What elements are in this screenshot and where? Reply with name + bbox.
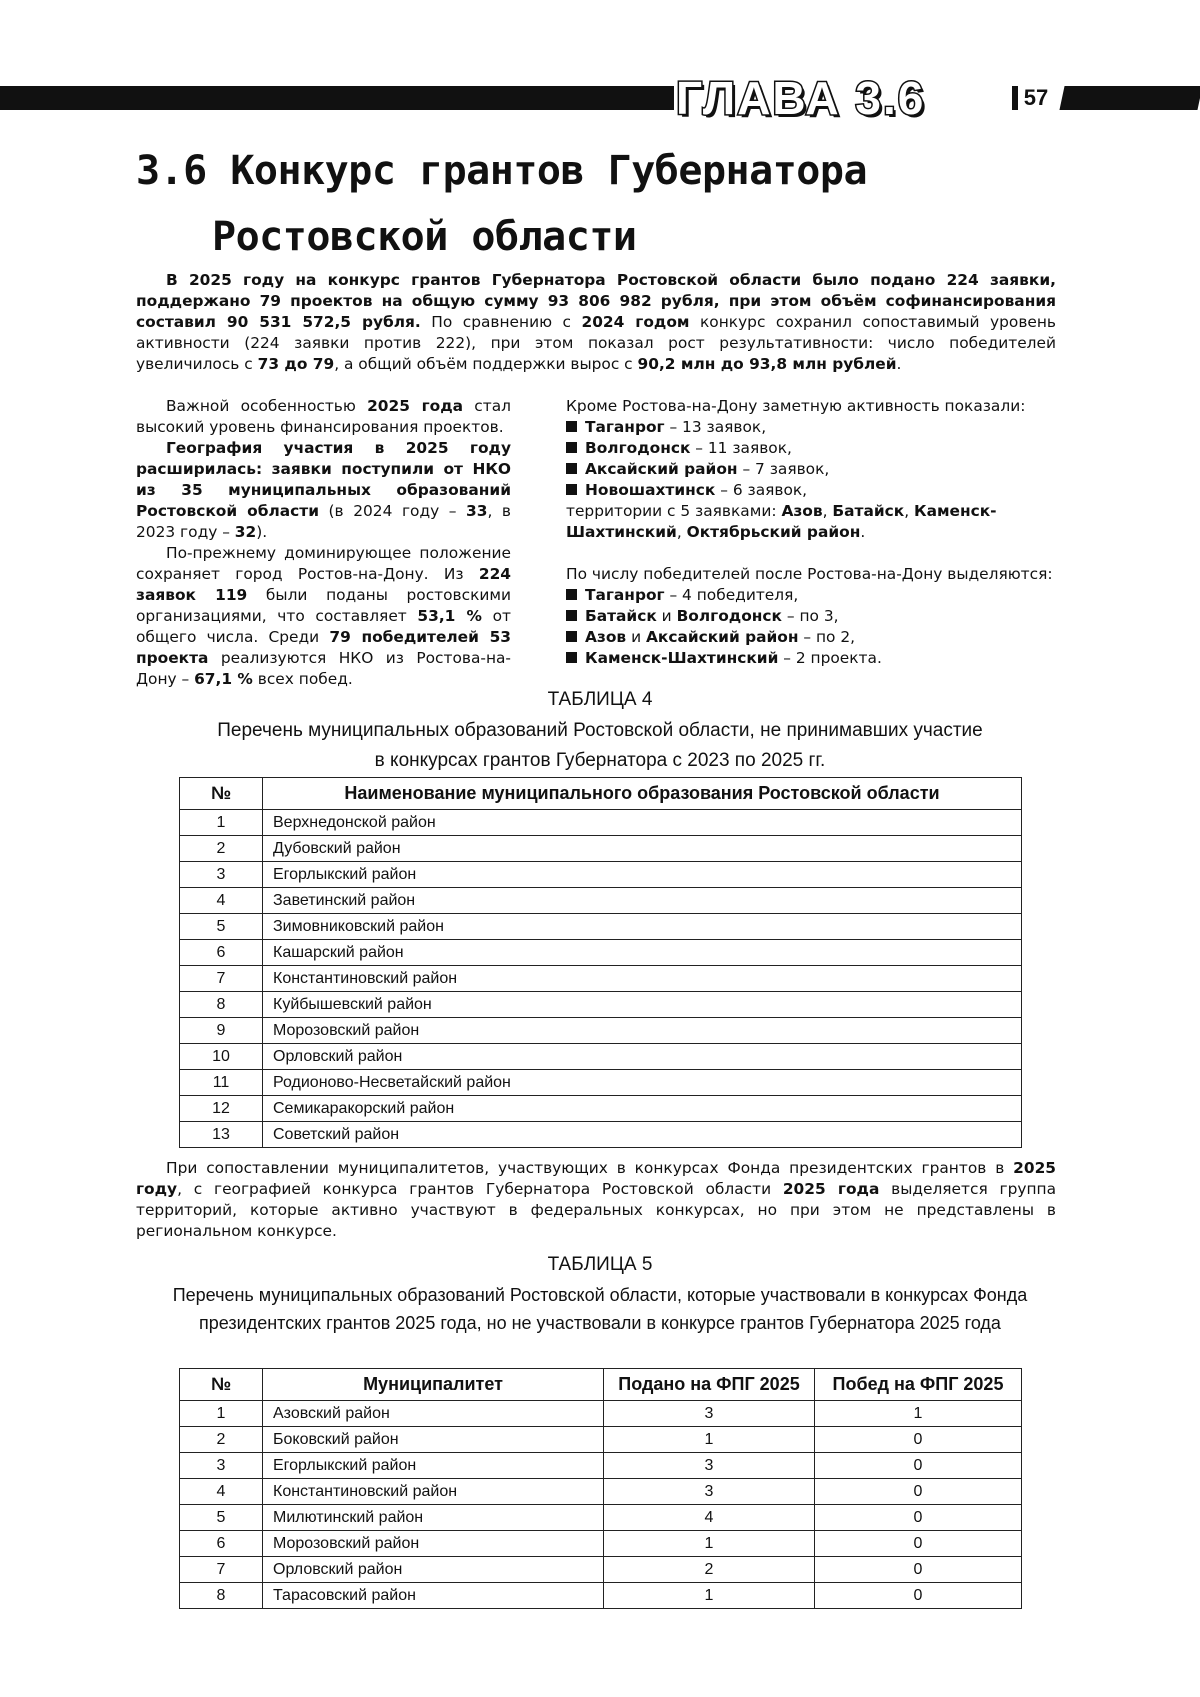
- table-cell: 3: [604, 1479, 815, 1505]
- table-cell: 0: [815, 1583, 1022, 1609]
- bullet-square-icon: [566, 484, 577, 495]
- column-header-submitted: Подано на ФПГ 2025: [604, 1369, 815, 1401]
- table-row: [180, 914, 1022, 940]
- table-cell: 0: [815, 1453, 1022, 1479]
- table-cell: 10: [180, 1044, 263, 1070]
- table-cell: Верхнедонской район: [263, 810, 1022, 836]
- table-cell: Орловский район: [263, 1557, 604, 1583]
- table-cell: 0: [815, 1505, 1022, 1531]
- table-cell: 1: [604, 1531, 815, 1557]
- table-cell: 8: [180, 1583, 263, 1609]
- table-row: [180, 1557, 1022, 1583]
- table-cell: 7: [180, 1557, 263, 1583]
- table-cell: Заветинский район: [263, 888, 1022, 914]
- bold-text: 79 победителей 53 проекта: [136, 628, 512, 667]
- text: – 11 заявок,: [690, 439, 792, 457]
- right-column: [566, 396, 1066, 669]
- text: – 6 заявок,: [715, 481, 808, 499]
- table-cell: 7: [180, 966, 263, 992]
- page-title: [136, 138, 867, 270]
- text: – 13 заявок,: [664, 418, 767, 436]
- list-item: [566, 648, 1066, 669]
- table4-caption-line-2: в конкурсах грантов Губернатора с 2023 по 2025 гг.: [374, 750, 826, 771]
- left-paragraph-3: [136, 543, 511, 690]
- column-header-municipality: Муниципалитет: [263, 1369, 604, 1401]
- column-header-number: №: [180, 778, 263, 810]
- text: выделяется группа территорий, которые активно участвуют в федеральных конкурсах, но при этом не представлены в региональном конкурсе.: [136, 1180, 1057, 1240]
- text: По-прежнему доминирующее положение сохраняет город Ростов-на-Дону. Из: [136, 544, 511, 583]
- table-cell: 5: [180, 914, 263, 940]
- intro-text-2: конкурс сохранил сопоставимый уровень активности (224 заявки против 222), при этом показал рост результативности: число победителей увеличилось с: [136, 313, 1056, 373]
- text: территории с 5 заявками:: [566, 502, 782, 520]
- bullet-square-icon: [566, 421, 577, 432]
- bold-text: 2025 года: [782, 1180, 880, 1198]
- table4-label: ТАБЛИЦА 4: [547, 689, 653, 710]
- column-header-number: №: [180, 1369, 263, 1401]
- table-cell: Дубовский район: [263, 836, 1022, 862]
- table-cell: 2: [180, 836, 263, 862]
- list-item: [566, 585, 1066, 606]
- left-column: [136, 396, 511, 690]
- table-cell: 12: [180, 1096, 263, 1122]
- table-cell: 1: [180, 810, 263, 836]
- chapter-label: ГЛАВА 3.6: [676, 72, 926, 124]
- table-cell: 4: [604, 1505, 815, 1531]
- bold-text: Октябрьский район: [686, 523, 861, 541]
- text: всех побед.: [252, 670, 353, 688]
- table-cell: 3: [180, 862, 263, 888]
- list-item: [566, 627, 1066, 648]
- table-cell: Орловский район: [263, 1044, 1022, 1070]
- table5-caption-line-2: президентских грантов 2025 года, но не участвовали в конкурсе грантов Губернатора 2025 года: [199, 1313, 1001, 1333]
- list-item: [566, 480, 1066, 501]
- text: – по 2,: [798, 628, 856, 646]
- table-row: [180, 1401, 1022, 1427]
- bullet-square-icon: [566, 610, 577, 621]
- table-row: [180, 836, 1022, 862]
- table-cell: Родионово-Несветайский район: [263, 1070, 1022, 1096]
- table-cell: Боковский район: [263, 1427, 604, 1453]
- text: При сопоставлении муниципалитетов, участвующих в конкурсах Фонда президентских грантов в: [166, 1159, 1014, 1177]
- left-paragraph-2: [136, 438, 511, 543]
- table-cell: 6: [180, 1531, 263, 1557]
- text: ,: [822, 502, 833, 520]
- bold-text: Таганрог: [585, 586, 665, 604]
- table-cell: Константиновский район: [263, 1479, 604, 1505]
- table-cell: 5: [180, 1505, 263, 1531]
- text: и: [656, 607, 677, 625]
- winners-intro: По числу победителей после Ростова-на-Дону выделяются:: [566, 565, 1053, 583]
- bold-text: Азов: [781, 502, 823, 520]
- table-row: [180, 810, 1022, 836]
- text: ,: [676, 523, 687, 541]
- table-cell: 0: [815, 1531, 1022, 1557]
- table-row: [180, 1096, 1022, 1122]
- table-cell: Советский район: [263, 1122, 1022, 1148]
- bold-text: 33: [466, 502, 488, 520]
- table-cell: Тарасовский район: [263, 1583, 604, 1609]
- text: , в 2023 году –: [136, 502, 511, 541]
- table5-label: ТАБЛИЦА 5: [547, 1254, 653, 1275]
- bold-text: География участия в 2025 году расширилась: заявки поступили от НКО из 35 муниципальных образований Ростовской области: [136, 439, 511, 520]
- table4-caption-line-1: Перечень муниципальных образований Ростовской области, не принимавших участие: [217, 720, 983, 741]
- table-cell: 9: [180, 1018, 263, 1044]
- activity-intro: Кроме Ростова-на-Дону заметную активность показали:: [566, 397, 1026, 415]
- intro-bold-1: В 2025 году на конкурс грантов Губернатора Ростовской области было подано 224 заявки, поддержано 79 проектов на общую сумму 93 806 982 рубля, при этом объём софинансирования составил 90 531 572,5 рубля.: [136, 271, 1056, 331]
- list-item: [566, 417, 1066, 438]
- text: от общего числа. Среди: [136, 607, 511, 646]
- table-cell: 4: [180, 1479, 263, 1505]
- title-line-2: Ростовской области: [212, 214, 637, 260]
- table-row: [180, 1583, 1022, 1609]
- bold-text: Таганрог: [585, 418, 665, 436]
- table-cell: 3: [604, 1453, 815, 1479]
- table-cell: Кашарский район: [263, 940, 1022, 966]
- text: – по 3,: [781, 607, 839, 625]
- table-cell: Егорлыкский район: [263, 862, 1022, 888]
- header-band: [0, 86, 674, 110]
- table-cell: Константиновский район: [263, 966, 1022, 992]
- list-item: [566, 459, 1066, 480]
- bold-text: 224 заявок 119: [136, 565, 511, 604]
- table-cell: Морозовский район: [263, 1531, 604, 1557]
- bold-text: 67,1 %: [194, 670, 253, 688]
- text: , с географией конкурса грантов Губернатора Ростовской области: [177, 1180, 783, 1198]
- table-cell: 2: [604, 1557, 815, 1583]
- title-line-1: 3.6 Конкурс грантов Губернатора: [136, 148, 868, 194]
- table-row: [180, 1070, 1022, 1096]
- bold-text: 2025 году: [136, 1159, 1056, 1198]
- table-row: [180, 966, 1022, 992]
- table-cell: Куйбышевский район: [263, 992, 1022, 1018]
- table-cell: 11: [180, 1070, 263, 1096]
- table-cell: Милютинский район: [263, 1505, 604, 1531]
- table-cell: Егорлыкский район: [263, 1453, 604, 1479]
- table4-body: [180, 810, 1022, 1148]
- table-cell: Зимовниковский район: [263, 914, 1022, 940]
- bold-text: Каменск-Шахтинский: [566, 502, 997, 541]
- table-cell: 6: [180, 940, 263, 966]
- text: .: [860, 523, 866, 541]
- comparison-paragraph: [136, 1158, 1056, 1242]
- table-cell: 1: [180, 1401, 263, 1427]
- intro-bold-2: 2024 годом: [581, 313, 690, 331]
- intro-text-1: По сравнению с: [420, 313, 582, 331]
- bullet-square-icon: [566, 652, 577, 663]
- bold-text: 53,1 %: [417, 607, 482, 625]
- table-cell: Морозовский район: [263, 1018, 1022, 1044]
- table-header-row: [180, 778, 1022, 810]
- table-row: [180, 1479, 1022, 1505]
- text: ).: [256, 523, 268, 541]
- bold-text: Аксайский район: [585, 460, 738, 478]
- table5-body: [180, 1401, 1022, 1609]
- text: – 7 заявок,: [737, 460, 830, 478]
- table-row: [180, 1044, 1022, 1070]
- table-cell: 8: [180, 992, 263, 1018]
- list-item: [566, 606, 1066, 627]
- table-cell: 0: [815, 1479, 1022, 1505]
- left-paragraph-1: [136, 396, 511, 438]
- table-cell: 1: [815, 1401, 1022, 1427]
- intro-text-4: .: [896, 355, 902, 373]
- text: – 2 проекта.: [778, 649, 882, 667]
- bold-text: 2025 года: [367, 397, 464, 415]
- intro-bold-4: 90,2 млн до 93,8 млн рублей: [637, 355, 897, 373]
- bold-text: Каменск-Шахтинский: [585, 649, 779, 667]
- table-row: [180, 1427, 1022, 1453]
- table-cell: Семикаракорский район: [263, 1096, 1022, 1122]
- text: стал высокий уровень финансирования проектов.: [136, 397, 512, 436]
- table-row: [180, 1531, 1022, 1557]
- table-cell: 2: [180, 1427, 263, 1453]
- page-number: 57: [1018, 84, 1054, 112]
- table-header-row: [180, 1369, 1022, 1401]
- table-cell: 1: [604, 1427, 815, 1453]
- text: (в 2024 году –: [318, 502, 467, 520]
- table-row: [180, 862, 1022, 888]
- intro-bold-3: 73 до 79: [257, 355, 335, 373]
- table-cell: 1: [604, 1583, 815, 1609]
- intro-text-3: , а общий объём поддержки вырос с: [334, 355, 638, 373]
- table5: [179, 1368, 1022, 1609]
- column-header-wins: Побед на ФПГ 2025: [815, 1369, 1022, 1401]
- text: – 4 победителя,: [664, 586, 799, 604]
- text: ,: [904, 502, 914, 520]
- text: реализуются НКО из Ростова-на-Дону –: [136, 649, 511, 688]
- bold-text: Аксайский район: [645, 628, 799, 646]
- table5-caption-line-1: Перечень муниципальных образований Ростовской области, которые участвовали в конкурсах Фонда: [172, 1285, 1028, 1305]
- bold-text: 32: [234, 523, 257, 541]
- bullet-square-icon: [566, 463, 577, 474]
- table-cell: 3: [604, 1401, 815, 1427]
- table-cell: 13: [180, 1122, 263, 1148]
- text: и: [626, 628, 646, 646]
- bold-text: Батайск: [585, 607, 657, 625]
- column-header-name: Наименование муниципального образования Ростовской области: [263, 778, 1022, 810]
- table4: [179, 777, 1022, 1148]
- table-row: [180, 1122, 1022, 1148]
- table-row: [180, 888, 1022, 914]
- table-cell: 4: [180, 888, 263, 914]
- text: Важной особенностью: [166, 397, 368, 415]
- table-cell: Азовский район: [263, 1401, 604, 1427]
- table-row: [180, 940, 1022, 966]
- table-row: [180, 1018, 1022, 1044]
- table-row: [180, 992, 1022, 1018]
- bullet-square-icon: [566, 631, 577, 642]
- text: были поданы ростовскими организациями, что составляет: [136, 586, 511, 625]
- bold-text: Волгодонск: [676, 607, 782, 625]
- table-row: [180, 1453, 1022, 1479]
- table-row: [180, 1505, 1022, 1531]
- bold-text: Батайск: [832, 502, 905, 520]
- bold-text: Азов: [585, 628, 627, 646]
- list-item: [566, 438, 1066, 459]
- header-band-right: [1059, 86, 1200, 110]
- bold-text: Волгодонск: [585, 439, 691, 457]
- bullet-square-icon: [566, 589, 577, 600]
- five-applications-line: [536, 501, 1066, 543]
- bullet-square-icon: [566, 442, 577, 453]
- table-cell: 0: [815, 1427, 1022, 1453]
- bold-text: Новошахтинск: [585, 481, 716, 499]
- table-cell: 0: [815, 1557, 1022, 1583]
- intro-paragraph: [136, 270, 1056, 375]
- table-cell: 3: [180, 1453, 263, 1479]
